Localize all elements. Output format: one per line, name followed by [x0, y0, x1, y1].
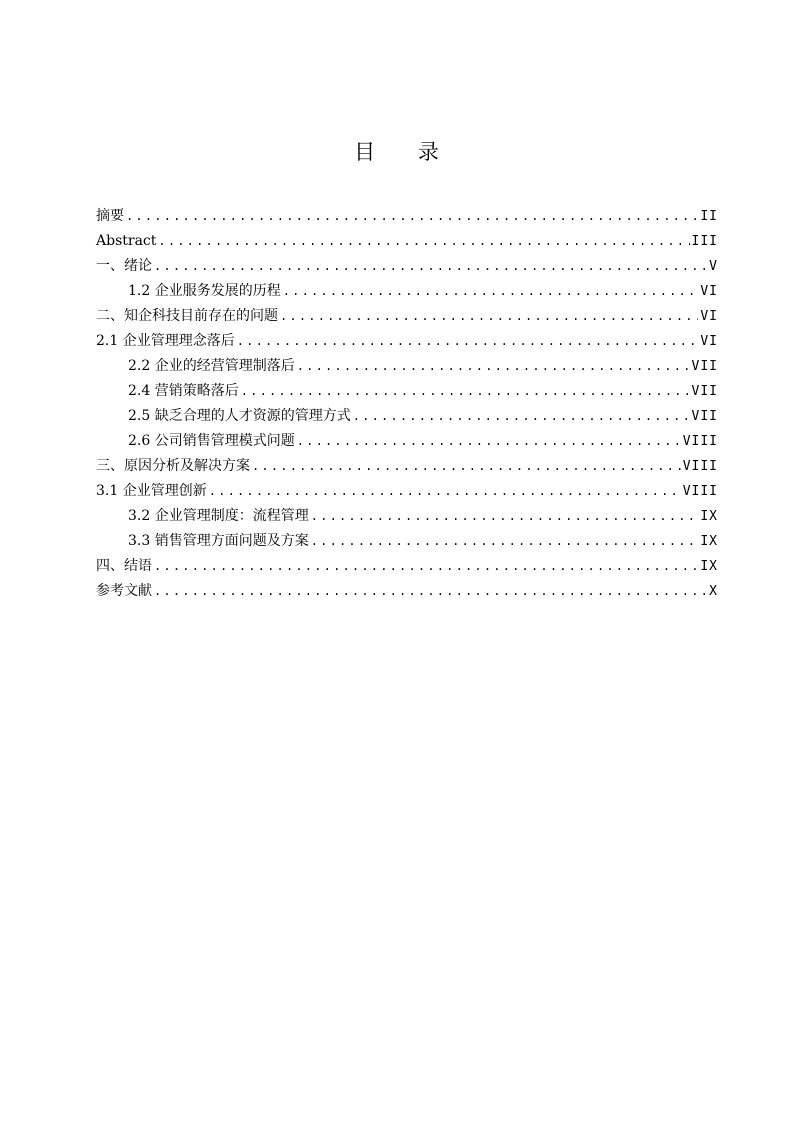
toc-entry-page: IX: [700, 509, 718, 524]
toc-entry: [96, 329, 718, 354]
toc-list: [96, 204, 718, 604]
toc-entry: [96, 429, 718, 454]
toc-entry: [96, 204, 718, 229]
toc-leader-dots: [353, 404, 690, 429]
toc-leader-dots: [209, 479, 681, 504]
toc-entry-page: X: [709, 584, 718, 599]
toc-leader-dots: [311, 504, 699, 529]
toc-entry: [96, 404, 718, 429]
toc-entry: [96, 579, 718, 604]
toc-entry-page: III: [691, 234, 718, 249]
toc-leader-dots: [297, 354, 690, 379]
toc-entry-page: VI: [700, 309, 718, 324]
toc-entry-label: 2.6 公司销售管理模式问题: [128, 433, 295, 449]
toc-entry-label: 2.4 营销策略落后: [128, 383, 239, 399]
toc-entry: [96, 354, 718, 379]
toc-leader-dots: [241, 379, 690, 404]
toc-entry-label: 3.2 企业管理制度：流程管理: [128, 508, 309, 524]
toc-leader-dots: [126, 204, 698, 229]
toc-entry: [96, 554, 718, 579]
toc-entry-page: VIII: [682, 484, 718, 499]
toc-entry-page: IX: [700, 534, 718, 549]
toc-leader-dots: [237, 329, 699, 354]
toc-entry-label: 2.5 缺乏合理的人才资源的管理方式: [128, 408, 351, 424]
toc-entry: [96, 304, 718, 329]
toc-entry-page: VI: [700, 284, 718, 299]
toc-entry-label: 参考文献: [96, 583, 152, 599]
toc-leader-dots: [311, 529, 699, 554]
toc-entry: [96, 529, 718, 554]
toc-entry-label: 一、绪论: [96, 258, 152, 274]
toc-entry-label: 3.3 销售管理方面问题及方案: [128, 533, 309, 549]
toc-entry-page: VII: [691, 409, 718, 424]
toc-entry: [96, 229, 718, 254]
toc-leader-dots: [158, 229, 689, 254]
toc-leader-dots: [297, 429, 681, 454]
toc-entry-label: 3.1 企业管理创新: [96, 483, 207, 499]
toc-entry-page: V: [709, 259, 718, 274]
toc-leader-dots: [280, 304, 698, 329]
toc-entry: [96, 479, 718, 504]
toc-entry: [96, 454, 718, 479]
toc-entry-label: 四、结语: [96, 558, 152, 574]
toc-leader-dots: [154, 254, 707, 279]
toc-leader-dots: [154, 554, 698, 579]
toc-leader-dots: [252, 454, 681, 479]
toc-entry-label: 1.2 企业服务发展的历程: [128, 283, 281, 299]
toc-entry-page: VII: [691, 359, 718, 374]
toc-entry: [96, 504, 718, 529]
toc-entry-label: 摘要: [96, 208, 124, 224]
toc-leader-dots: [283, 279, 699, 304]
toc-entry-label: 2.1 企业管理理念落后: [96, 333, 235, 349]
toc-entry-label: 二、知企科技目前存在的问题: [96, 308, 278, 324]
toc-entry-page: VIII: [682, 459, 718, 474]
toc-entry-page: VIII: [682, 434, 718, 449]
toc-entry-label: Abstract: [96, 233, 157, 249]
toc-entry: [96, 279, 718, 304]
toc-entry: [96, 379, 718, 404]
toc-entry-label: 2.2 企业的经营管理制落后: [128, 358, 295, 374]
toc-entry-label: 三、原因分析及解决方案: [96, 458, 250, 474]
toc-entry: [96, 254, 718, 279]
toc-entry-page: IX: [700, 559, 718, 574]
toc-leader-dots: [154, 579, 707, 604]
toc-entry-page: VI: [700, 334, 718, 349]
toc-title: 目 录: [354, 140, 457, 164]
toc-entry-page: VII: [691, 384, 718, 399]
toc-entry-page: II: [700, 209, 718, 224]
